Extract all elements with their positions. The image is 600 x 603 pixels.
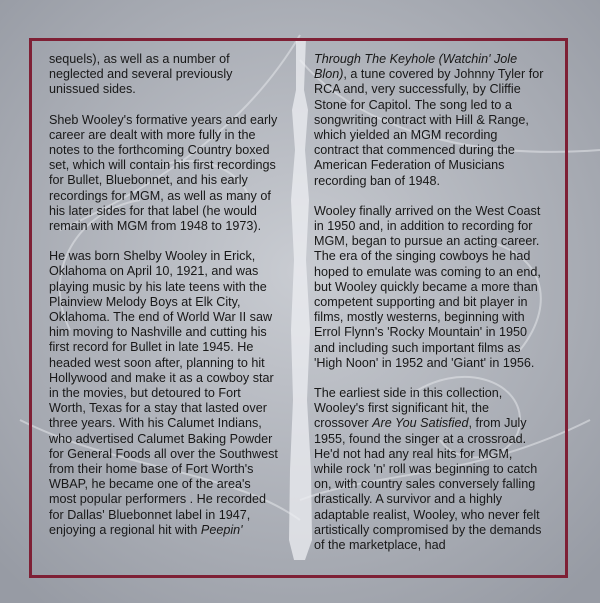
paragraph: Sheb Wooley's formative years and early career are dealt with more fully in the notes to the forthcoming Country boxed set, which will contain his first recordings for Bullet, Bluebonnet, and his early recordings for MGM, as well as many of his later sides for that label (he would remain with MGM from 1948 to 1973).	[49, 112, 278, 234]
paragraph	[314, 52, 544, 189]
paragraph-text: The earliest side in this collection, Wooley's first significant hit, the crossover	[314, 386, 503, 431]
paragraph	[314, 386, 544, 553]
paragraph-text: , a tune covered by Johnny Tyler for RCA and, very successfully, by Cliffie Stone for Capitol. The song led to a songwriting contract with Hill & Range, which yielded an MGM recording contract that commenced during the American Federation of Musicians recording ban of 1948.	[314, 67, 544, 188]
paragraph	[49, 249, 279, 538]
left-column	[49, 52, 279, 553]
song-title: Are You Satisfied	[372, 416, 469, 431]
song-title: Peepin'	[200, 522, 243, 537]
song-title: Through The Keyhole (Watchin' Jole Blon)	[314, 52, 518, 82]
right-column	[314, 52, 544, 568]
paragraph: Wooley finally arrived on the West Coast in 1950 and, in addition to recording for MGM, began to pursue an acting career. The era of the singing cowboys he had hoped to emulate was coming to an end, but Wooley quickly became a more than competent supporting and bit player in films, mostly westerns, beginning with Errol Flynn's 'Rocky Mountain' in 1950 and including such important films as 'High Noon' in 1952 and 'Giant' in 1956.	[314, 203, 541, 370]
paragraph: sequels), as well as a number of neglected and several previously unissued sides.	[49, 52, 233, 97]
paragraph-text: He was born Shelby Wooley in Erick, Oklahoma on April 10, 1921, and was playing music by his late teens with the Plainview Melody Boys at Elk City, Oklahoma. The end of World War II saw him moving to Nashville and cutting his first record for Bullet in late 1945. He headed west soon after, planning to hit Hollywood and make it as a cowboy star in the movies, but detoured to Fort Worth, Texas for a stay that lasted over three years. With his Calumet Indians, who advertised Calumet Baking Powder for General Foods all over the Southwest from their home base of Fort Worth's WBAP, he became one of the area's most popular performers . He recorded for Dallas' Bluebonnet label in 1947, enjoying a regional hit with	[49, 249, 278, 537]
paragraph-text: , from July 1955, found the singer at a crossroad. He'd not had any real hits for MGM, while rock 'n' roll was beginning to catch on, with country sales conversely falling drastically. A survivor and a highly adaptable realist, Wooley, who never felt artistically compromised by the demands of the marketplace, had	[314, 416, 542, 553]
